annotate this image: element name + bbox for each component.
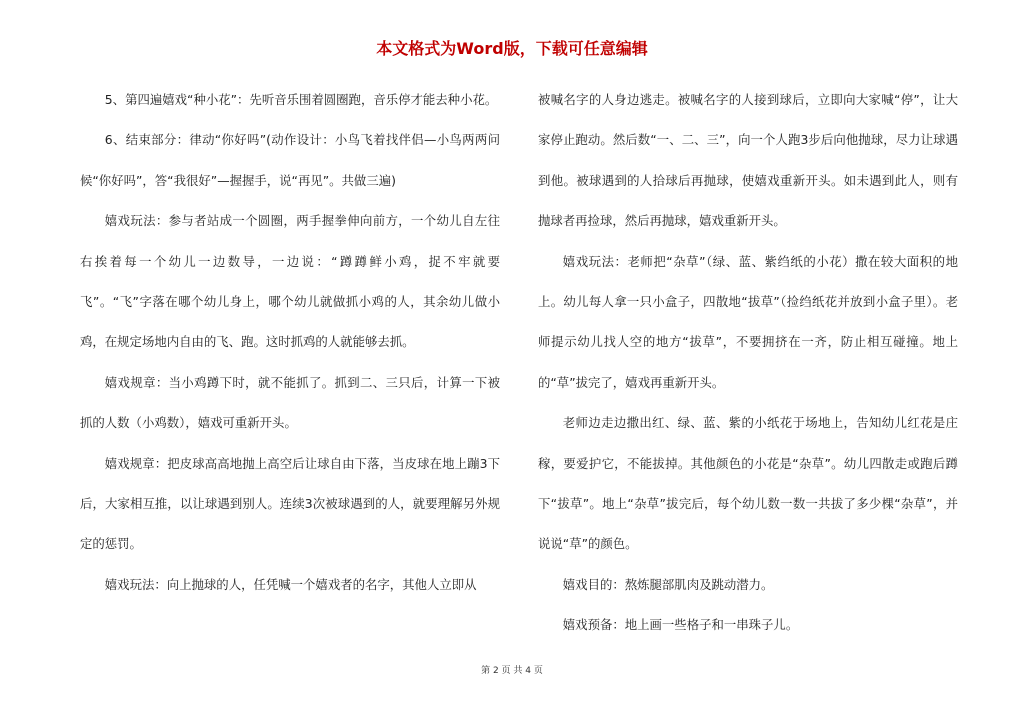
- right-text-column: [538, 80, 958, 646]
- paragraph: 嬉戏预备：地上画一些格子和一串珠子儿。: [562, 617, 799, 633]
- paragraph: 嬉戏玩法：参与者站成一个圆圈，两手握拳伸向前方，一个幼儿自左往右挨着每一个幼儿一边数导，一边说：“蹲蹲鲜小鸡，捉不牢就要飞”。“飞”字落在哪个幼儿身上，哪个幼儿就做抓小鸡的人，其余幼儿做小鸡，在规定场地内自由的飞、跑。这时抓鸡的人就能够去抓。: [80, 213, 500, 350]
- paragraph: 老师边走边撒出红、绿、蓝、紫的小纸花于场地上，告知幼儿红花是庄稼，要爱护它，不能拔掉。其他颜色的小花是“杂草”。幼儿四散走或跑后蹲下“拔草”。地上“杂草”拔完后，每个幼儿数一数一共拔了多少棵“杂草”，并说说“草”的颜色。: [538, 415, 958, 552]
- page-number-footer: 第 2 页 共 4 页: [481, 666, 543, 676]
- paragraph: 被喊名字的人身边逃走。被喊名字的人接到球后，立即向大家喊“停”，让大家停止跑动。然后数“一、二、三”，向一个人跑3步后向他抛球，尽力让球遇到他。被球遇到的人拾球后再抛球，使嬉戏重新开头。如未遇到此人，则有抛球者再捡球，然后再抛球，嬉戏重新开头。: [538, 92, 958, 229]
- paragraph: 5、第四遍嬉戏“种小花”：先听音乐围着圆圈跑，音乐停才能去种小花。: [104, 92, 498, 107]
- paragraph: 嬉戏玩法：向上抛球的人，任凭喊一个嬉戏者的名字，其他人立即从: [104, 576, 477, 592]
- paragraph: 嬉戏规章：把皮球高高地抛上高空后让球自由下落，当皮球在地上蹦3下后，大家相互推，以让球遇到别人。连续3次被球遇到的人，就要理解另外规定的惩罚。: [80, 455, 500, 552]
- document-header-title: 本文格式为Word版，下载可任意编辑: [376, 39, 648, 58]
- paragraph: 嬉戏规章：当小鸡蹲下时，就不能抓了。抓到二、三只后，计算一下被抓的人数（小鸡数），嬉戏可重新开头。: [80, 374, 500, 431]
- paragraph: 6、结束部分：律动“你好吗”(动作设计：小鸟飞着找伴侣—小鸟两两问候“你好吗”，答“我很好”—握握手，说“再见”。共做三遍): [80, 132, 500, 188]
- paragraph: 嬉戏目的：熬炼腿部肌肉及跳动潜力。: [562, 576, 774, 592]
- paragraph: 嬉戏玩法：老师把“杂草”（绿、蓝、紫绉纸的小花）撒在较大面积的地上。幼儿每人拿一只小盒子，四散地“拔草”（捡绉纸花并放到小盒子里）。老师提示幼儿找人空的地方“拔草”，不要拥挤在一齐，防止相互碰撞。地上的“草”拔完了，嬉戏再重新开头。: [538, 253, 958, 390]
- left-text-column: [80, 80, 500, 605]
